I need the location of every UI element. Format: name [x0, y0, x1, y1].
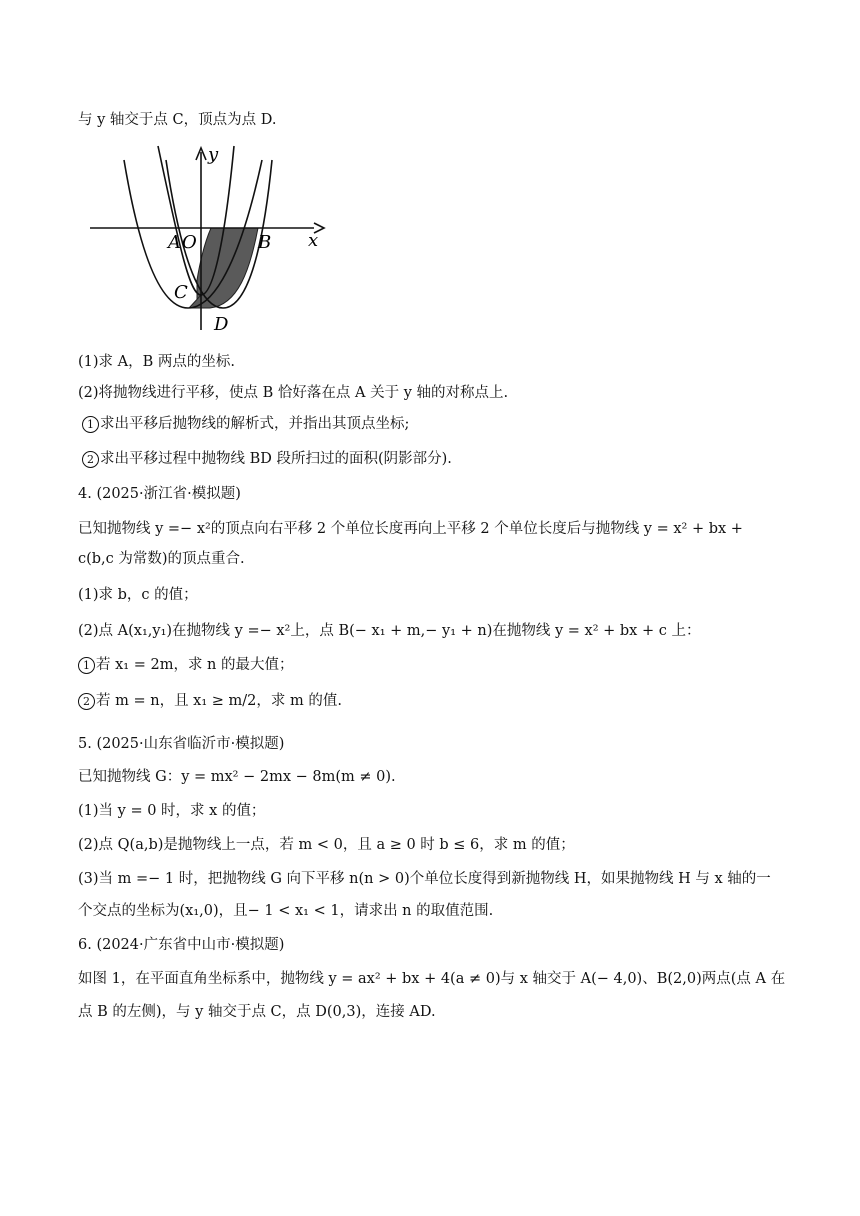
- q3-sub1-text: 求出平移后抛物线的解析式，并指出其顶点坐标;: [100, 416, 410, 432]
- q3-sub2: [82, 449, 452, 469]
- q4-part2-text: (2)点 A(x₁,y₁)在抛物线 y =− x²上，点 B(− x₁ + m,− y₁ + n)在抛物线 y = x² + bx + c 上：: [78, 623, 701, 639]
- q4-sub1-marker: 1: [78, 657, 95, 674]
- parabola-figure: [88, 140, 328, 336]
- q6-header-text: 6. (2024·广东省中山市·模拟题): [78, 937, 285, 953]
- label-C: C: [174, 282, 188, 303]
- q4-part2: [78, 621, 700, 641]
- q4-sub2-marker: 2: [78, 693, 95, 710]
- q5-header: [78, 734, 284, 754]
- q6-header: [78, 935, 284, 955]
- q5-part3-line1: [78, 869, 771, 889]
- label-B: B: [258, 232, 272, 253]
- q5-part3a-text: (3)当 m =− 1 时，把抛物线 G 向下平移 n(n > 0)个单位长度得到新抛物线 H，如果抛物线 H 与 x 轴的一: [78, 871, 771, 887]
- q3-sub1: [82, 414, 409, 434]
- q5-stem-text: 已知抛物线 G：y = mx² − 2mx − 8m(m ≠ 0).: [78, 769, 396, 785]
- q4-sub2-text: 若 m = n，且 x₁ ≥ m/2，求 m 的值.: [96, 693, 342, 709]
- shaded-region: [197, 228, 258, 308]
- q3-sub2-text: 求出平移过程中抛物线 BD 段所扫过的面积(阴影部分).: [100, 451, 452, 467]
- intro-text: [78, 110, 276, 130]
- q5-part3-line2: [78, 901, 493, 921]
- q4-stem1-text: 已知抛物线 y =− x²的顶点向右平移 2 个单位长度再向上平移 2 个单位长度后与抛物线 y = x² + bx +: [78, 521, 743, 537]
- q5-part1: [78, 801, 265, 821]
- q6-stem1-text: 如图 1，在平面直角坐标系中，抛物线 y = ax² + bx + 4(a ≠ 0)与 x 轴交于 A(− 4,0)、B(2,0)两点(点 A 在: [78, 971, 786, 987]
- q5-part2: [78, 835, 575, 855]
- q3-part1-text: (1)求 A，B 两点的坐标.: [78, 354, 235, 370]
- q4-header: [78, 484, 241, 504]
- q4-header-text: 4. (2025·浙江省·模拟题): [78, 486, 241, 502]
- q3-sub2-marker: 2: [82, 451, 99, 468]
- q5-part2-text: (2)点 Q(a,b)是抛物线上一点，若 m < 0，且 a ≥ 0 时 b ≤ 6，求 m 的值；: [78, 837, 575, 853]
- q3-part2: [78, 383, 508, 403]
- q4-stem-line1: [78, 519, 743, 539]
- label-O: O: [182, 232, 197, 253]
- q4-stem-line2: [78, 549, 245, 569]
- label-x: x: [308, 230, 319, 251]
- label-A: A: [168, 232, 181, 253]
- q4-sub1-text: 若 x₁ = 2m，求 n 的最大值；: [96, 657, 294, 673]
- q4-part1-text: (1)求 b，c 的值；: [78, 587, 198, 603]
- q6-stem2-text: 点 B 的左侧)，与 y 轴交于点 C，点 D(0,3)，连接 AD.: [78, 1004, 436, 1020]
- q4-stem2-text: c(b,c 为常数)的顶点重合.: [78, 551, 245, 567]
- q5-stem: [78, 767, 396, 787]
- q4-sub2: [78, 691, 342, 711]
- q4-part1: [78, 585, 198, 605]
- q5-part1-text: (1)当 y = 0 时，求 x 的值；: [78, 803, 266, 819]
- q6-stem-line2: [78, 1002, 436, 1022]
- q3-sub1-marker: 1: [82, 416, 99, 433]
- intro-text-bound: 与 y 轴交于点 C，顶点为点 D.: [78, 112, 277, 128]
- q5-header-text: 5. (2025·山东省临沂市·模拟题): [78, 736, 285, 752]
- q6-stem-line1: [78, 969, 785, 989]
- label-D: D: [214, 314, 229, 335]
- label-y: y: [208, 144, 219, 165]
- q3-part2-text: (2)将抛物线进行平移，使点 B 恰好落在点 A 关于 y 轴的对称点上.: [78, 385, 509, 401]
- q4-sub1: [78, 655, 294, 675]
- q3-part1: [78, 352, 235, 372]
- q5-part3b-text: 个交点的坐标为(x₁,0)，且− 1 < x₁ < 1，请求出 n 的取值范围.: [78, 903, 494, 919]
